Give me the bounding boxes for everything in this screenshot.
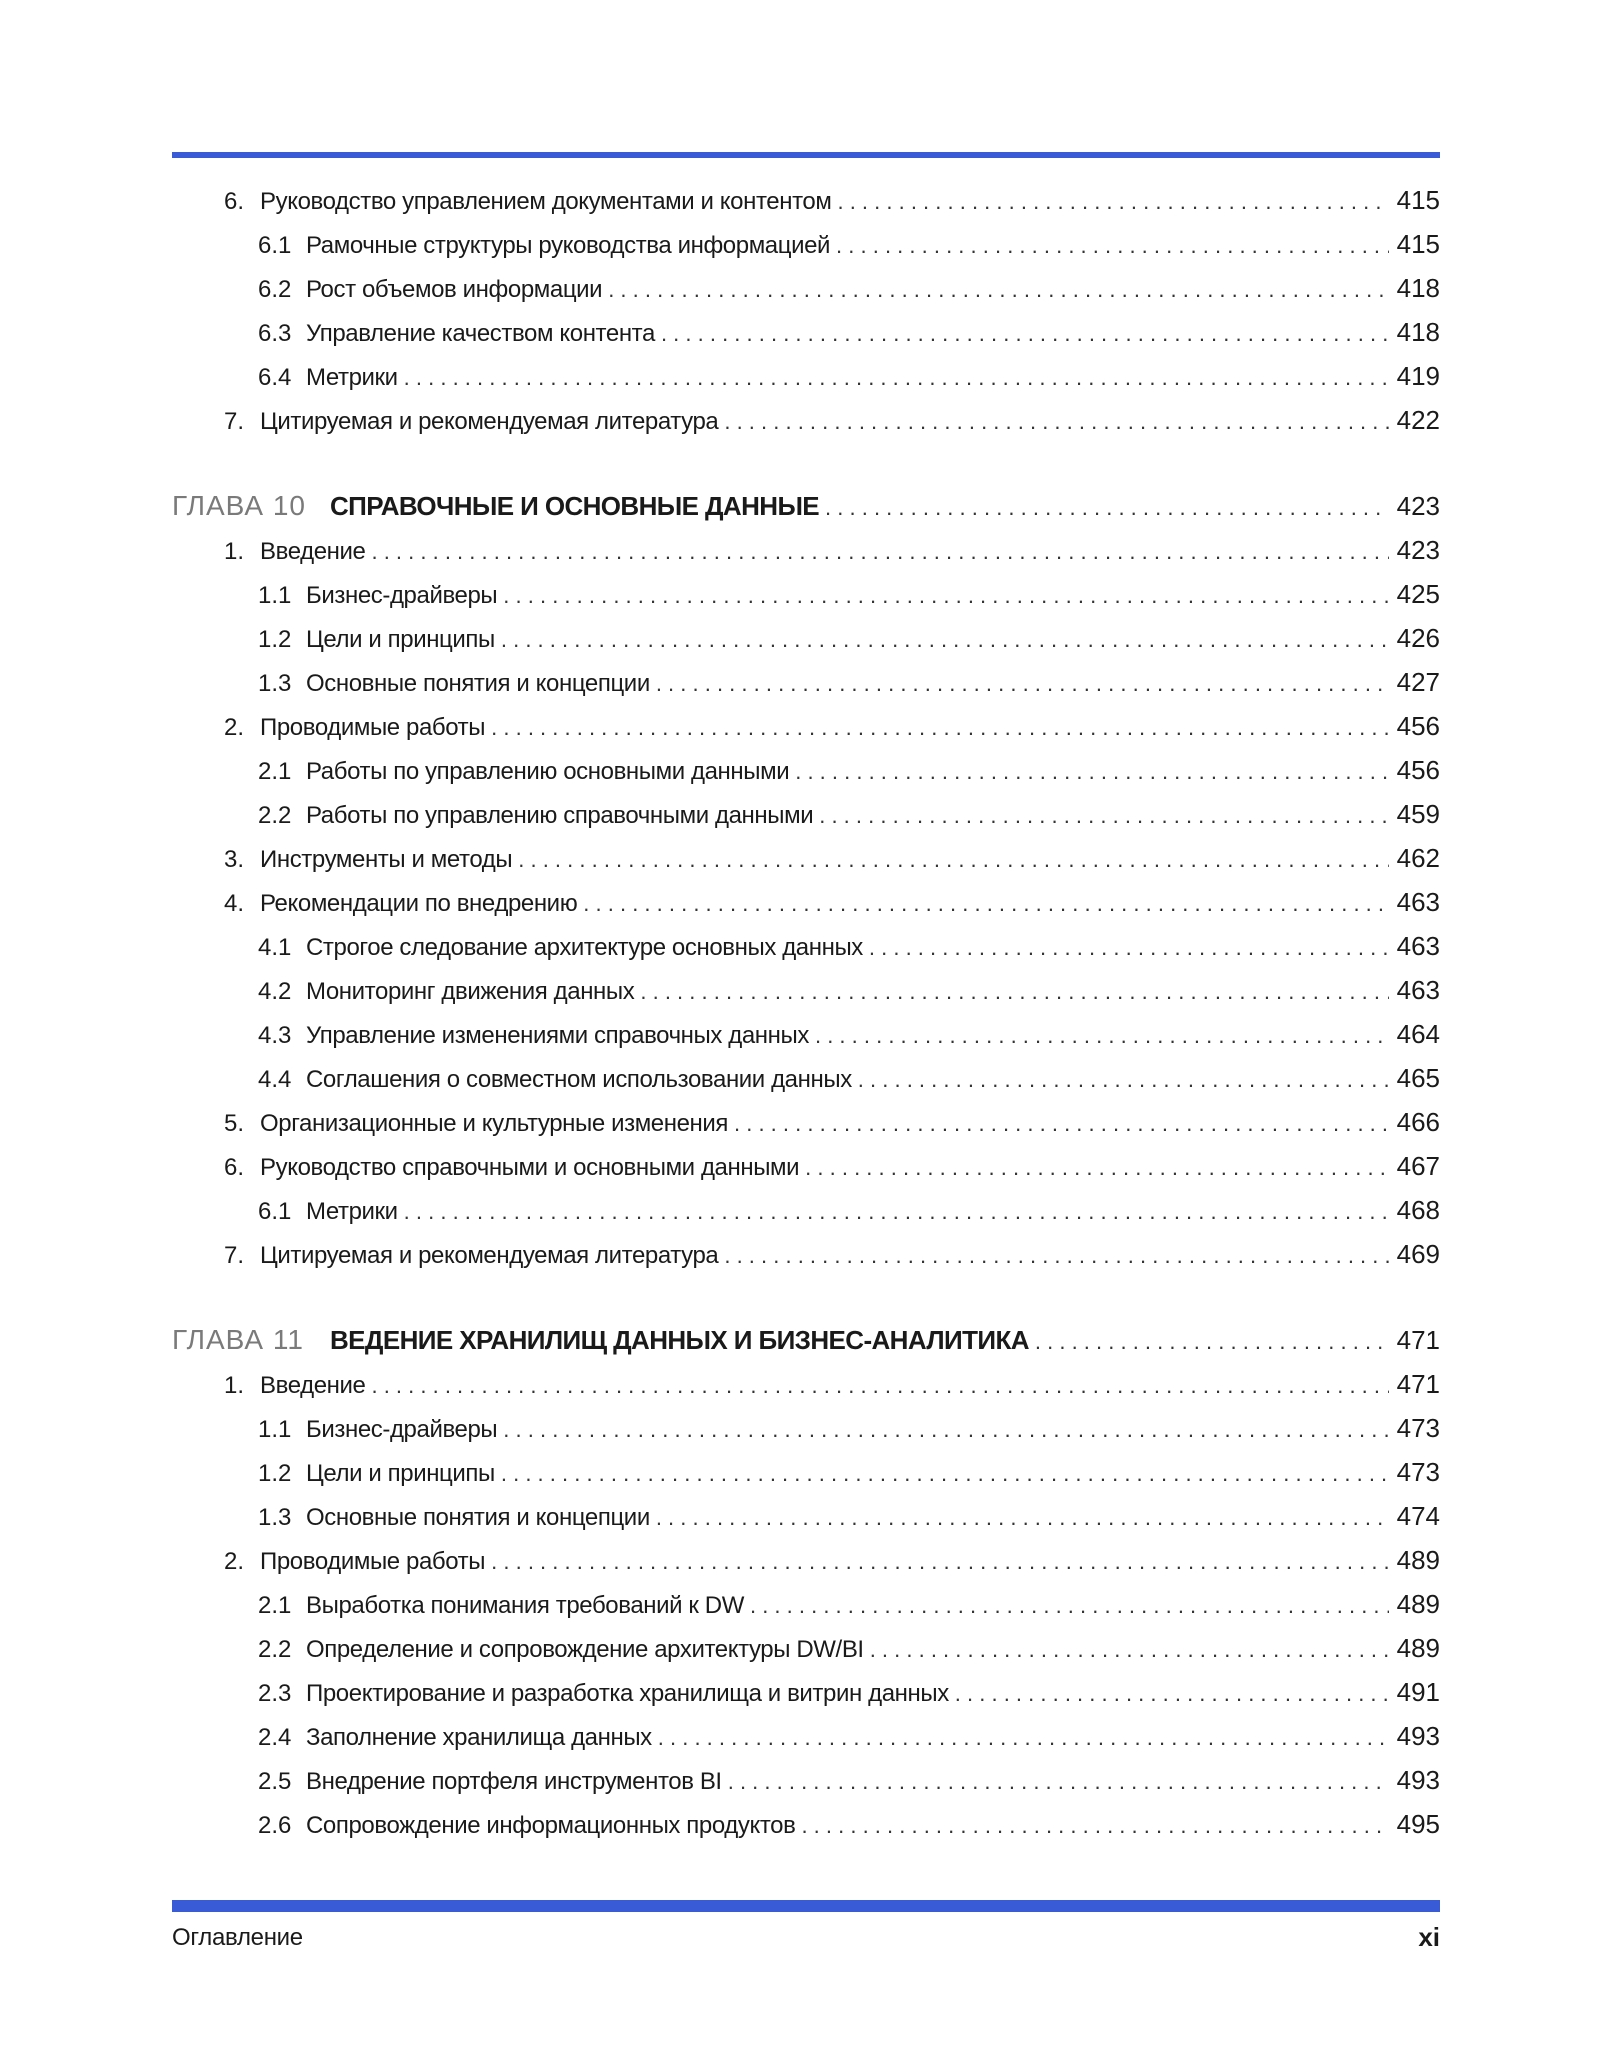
dot-leader: [724, 400, 1388, 442]
dot-leader: [837, 180, 1388, 222]
toc-entry-title: Введение: [260, 538, 366, 565]
toc-entry-page: 469: [1396, 1239, 1440, 1269]
toc-entry-number: 3.: [224, 846, 245, 873]
dot-leader: [661, 312, 1389, 354]
dot-leader: [1035, 1320, 1389, 1362]
dot-leader: [869, 926, 1389, 968]
dot-leader: [404, 1190, 1389, 1232]
dot-leader: [836, 224, 1389, 266]
toc-entry-row: [172, 660, 1440, 704]
toc-entry-page: 462: [1396, 843, 1440, 873]
toc-entry-number: 6.2: [258, 276, 292, 303]
toc-entry-row: [172, 1450, 1440, 1494]
toc-entry-page: 495: [1396, 1809, 1440, 1839]
toc-entry-number: ГЛАВА 11: [172, 1324, 304, 1355]
toc-entry-row: [172, 398, 1440, 442]
toc-entry-page: 493: [1396, 1765, 1440, 1795]
toc-entry-row: [172, 968, 1440, 1012]
toc-entry-page: 415: [1396, 229, 1440, 259]
toc-entry-page: 473: [1396, 1413, 1440, 1443]
toc-entry-page: 473: [1396, 1457, 1440, 1487]
toc-entry-number: 6.: [224, 188, 245, 215]
toc-entry-page: 419: [1396, 361, 1440, 391]
dot-leader: [658, 1716, 1389, 1758]
dot-leader: [501, 1452, 1389, 1494]
dot-leader: [491, 706, 1388, 748]
toc-entry-title: Рамочные структуры руководства информацией: [306, 232, 831, 259]
toc-entry-title: Метрики: [306, 364, 398, 391]
toc-entry-page: 418: [1396, 273, 1440, 303]
toc-entry-number: 2.: [224, 1548, 245, 1575]
toc-entry-row: [172, 836, 1440, 880]
dot-leader: [656, 1496, 1389, 1538]
toc-entry-title: Цитируемая и рекомендуемая литература: [260, 408, 719, 435]
toc-entry-page: 465: [1396, 1063, 1440, 1093]
dot-leader: [805, 1146, 1388, 1188]
toc-entry-page: 489: [1396, 1545, 1440, 1575]
toc-entry-number: ГЛАВА 10: [172, 490, 306, 521]
toc-entry-title: Основные понятия и концепции: [306, 1504, 650, 1531]
toc-entry-row: [172, 924, 1440, 968]
toc-entry-row: [172, 1012, 1440, 1056]
dot-leader: [640, 970, 1388, 1012]
dot-leader: [371, 530, 1388, 572]
toc-entry-row: [172, 748, 1440, 792]
toc-entry-number: 6.4: [258, 364, 292, 391]
toc-entry-title: Соглашения о совместном использовании данных: [306, 1066, 852, 1093]
toc-entry-title: Бизнес-драйверы: [306, 582, 498, 609]
toc-entry-row: [172, 1802, 1440, 1846]
toc-entry-number: 6.: [224, 1154, 245, 1181]
dot-leader: [491, 1540, 1388, 1582]
toc-entry-title: Определение и сопровождение архитектуры DW/BI: [306, 1636, 864, 1663]
toc-entry-row: [172, 792, 1440, 836]
toc-entry-page: 425: [1396, 579, 1440, 609]
dot-leader: [870, 1628, 1389, 1670]
toc-entry-row: [172, 1188, 1440, 1232]
toc-entry-page: 415: [1396, 185, 1440, 215]
toc-entry-number: 2.1: [258, 1592, 292, 1619]
toc-entry-page: 456: [1396, 755, 1440, 785]
toc-entry-page: 463: [1396, 887, 1440, 917]
toc-entry-title: Управление качеством контента: [306, 320, 655, 347]
toc-entry-row: [172, 1758, 1440, 1802]
dot-leader: [750, 1584, 1389, 1626]
toc-entry-row: [172, 528, 1440, 572]
toc-chapter-row: [172, 1318, 1440, 1362]
toc-entry-page: 463: [1396, 975, 1440, 1005]
footer-page-number: xi: [1418, 1922, 1440, 1952]
toc-entry-title: Проводимые работы: [260, 1548, 486, 1575]
toc-entry-number: 1.: [224, 538, 245, 565]
toc-entry-number: 4.4: [258, 1066, 292, 1093]
toc-entry-row: [172, 266, 1440, 310]
dot-leader: [815, 1014, 1389, 1056]
toc-entry-row: [172, 1056, 1440, 1100]
toc-entry-title: Руководство справочными и основными данными: [260, 1154, 800, 1181]
toc-entry-page: 471: [1396, 1325, 1440, 1355]
dot-leader: [608, 268, 1388, 310]
toc-entry-number: 1.2: [258, 626, 292, 653]
toc-entry-row: [172, 1670, 1440, 1714]
toc-entry-row: [172, 572, 1440, 616]
toc-entry-row: [172, 178, 1440, 222]
table-of-contents: [172, 178, 1440, 1846]
toc-entry-row: [172, 1582, 1440, 1626]
footer-section-title: Оглавление: [172, 1924, 303, 1951]
toc-entry-page: 418: [1396, 317, 1440, 347]
toc-chapter-row: [172, 484, 1440, 528]
toc-entry-title: Проводимые работы: [260, 714, 486, 741]
dot-leader: [795, 750, 1388, 792]
toc-entry-number: 2.6: [258, 1812, 292, 1839]
dot-leader: [371, 1364, 1388, 1406]
toc-entry-number: 6.1: [258, 232, 292, 259]
toc-entry-page: 423: [1396, 535, 1440, 565]
toc-entry-row: [172, 1538, 1440, 1582]
toc-entry-page: 489: [1396, 1633, 1440, 1663]
toc-entry-title: СПРАВОЧНЫЕ И ОСНОВНЫЕ ДАННЫЕ: [330, 491, 820, 521]
dot-leader: [503, 1408, 1388, 1450]
toc-entry-number: 2.2: [258, 802, 292, 829]
toc-entry-row: [172, 616, 1440, 660]
toc-entry-page: 466: [1396, 1107, 1440, 1137]
toc-entry-title: Введение: [260, 1372, 366, 1399]
toc-entry-page: 489: [1396, 1589, 1440, 1619]
toc-entry-title: Управление изменениями справочных данных: [306, 1022, 809, 1049]
toc-entry-row: [172, 1362, 1440, 1406]
dot-leader: [724, 1234, 1388, 1276]
toc-entry-page: 456: [1396, 711, 1440, 741]
toc-entry-row: [172, 1232, 1440, 1276]
toc-entry-number: 1.3: [258, 1504, 292, 1531]
toc-entry-page: 459: [1396, 799, 1440, 829]
toc-entry-number: 2.4: [258, 1724, 292, 1751]
toc-entry-row: [172, 354, 1440, 398]
dot-leader: [734, 1102, 1389, 1144]
toc-entry-number: 6.1: [258, 1198, 292, 1225]
dot-leader: [583, 882, 1388, 924]
toc-entry-title: Работы по управлению основными данными: [306, 758, 790, 785]
toc-entry-row: [172, 880, 1440, 924]
toc-entry-title: Строгое следование архитектуре основных данных: [306, 934, 863, 961]
toc-entry-page: 493: [1396, 1721, 1440, 1751]
toc-entry-title: Рекомендации по внедрению: [260, 890, 578, 917]
toc-entry-number: 2.2: [258, 1636, 292, 1663]
toc-entry-title: Заполнение хранилища данных: [306, 1724, 652, 1751]
dot-leader: [825, 486, 1389, 528]
dot-leader: [728, 1760, 1389, 1802]
toc-entry-number: 1.1: [258, 1416, 292, 1443]
toc-entry-title: Организационные и культурные изменения: [260, 1110, 728, 1137]
toc-entry-title: Руководство управлением документами и контентом: [260, 188, 832, 215]
toc-entry-row: [172, 1714, 1440, 1758]
toc-entry-row: [172, 1406, 1440, 1450]
toc-entry-number: 2.: [224, 714, 245, 741]
toc-entry-page: 464: [1396, 1019, 1440, 1049]
toc-entry-title: Цели и принципы: [306, 626, 495, 653]
toc-entry-number: 6.3: [258, 320, 292, 347]
toc-entry-page: 427: [1396, 667, 1440, 697]
toc-entry-row: [172, 704, 1440, 748]
toc-entry-number: 4.3: [258, 1022, 292, 1049]
toc-entry-number: 4.1: [258, 934, 292, 961]
toc-entry-row: [172, 1626, 1440, 1670]
toc-entry-page: 423: [1396, 491, 1440, 521]
toc-entry-title: Работы по управлению справочными данными: [306, 802, 814, 829]
dot-leader: [819, 794, 1388, 836]
toc-entry-page: 471: [1396, 1369, 1440, 1399]
toc-entry-page: 467: [1396, 1151, 1440, 1181]
toc-entry-title: Внедрение портфеля инструментов BI: [306, 1768, 722, 1795]
toc-entry-title: Сопровождение информационных продуктов: [306, 1812, 796, 1839]
toc-entry-title: Основные понятия и концепции: [306, 670, 650, 697]
toc-entry-title: Рост объемов информации: [306, 276, 603, 303]
toc-entry-page: 426: [1396, 623, 1440, 653]
toc-entry-title: Инструменты и методы: [260, 846, 513, 873]
toc-entry-number: 2.3: [258, 1680, 292, 1707]
toc-entry-row: [172, 310, 1440, 354]
toc-entry-page: 422: [1396, 405, 1440, 435]
toc-entry-number: 1.3: [258, 670, 292, 697]
toc-entry-number: 2.1: [258, 758, 292, 785]
toc-entry-number: 7.: [224, 1242, 245, 1269]
toc-entry-title: Бизнес-драйверы: [306, 1416, 498, 1443]
toc-entry-page: 468: [1396, 1195, 1440, 1225]
toc-entry-number: 4.2: [258, 978, 292, 1005]
dot-leader: [404, 356, 1389, 398]
toc-entry-number: 5.: [224, 1110, 245, 1137]
bottom-rule: [172, 1900, 1440, 1912]
dot-leader: [501, 618, 1389, 660]
toc-entry-title: Метрики: [306, 1198, 398, 1225]
toc-entry-number: 1.1: [258, 582, 292, 609]
toc-entry-number: 7.: [224, 408, 245, 435]
toc-entry-title: Выработка понимания требований к DW: [306, 1592, 744, 1619]
dot-leader: [503, 574, 1388, 616]
toc-entry-number: 1.2: [258, 1460, 292, 1487]
toc-entry-title: Проектирование и разработка хранилища и витрин данных: [306, 1680, 949, 1707]
top-rule: [172, 152, 1440, 158]
toc-entry-row: [172, 222, 1440, 266]
dot-leader: [858, 1058, 1389, 1100]
toc-entry-title: ВЕДЕНИЕ ХРАНИЛИЩ ДАННЫХ И БИЗНЕС-АНАЛИТИКА: [330, 1325, 1029, 1355]
toc-entry-row: [172, 1100, 1440, 1144]
toc-entry-title: Цели и принципы: [306, 1460, 495, 1487]
toc-entry-number: 2.5: [258, 1768, 292, 1795]
toc-entry-number: 4.: [224, 890, 245, 917]
toc-entry-number: 1.: [224, 1372, 245, 1399]
toc-entry-title: Мониторинг движения данных: [306, 978, 635, 1005]
dot-leader: [801, 1804, 1388, 1846]
toc-entry-row: [172, 1494, 1440, 1538]
toc-entry-page: 491: [1396, 1677, 1440, 1707]
dot-leader: [656, 662, 1389, 704]
dot-leader: [518, 838, 1388, 880]
toc-entry-title: Цитируемая и рекомендуемая литература: [260, 1242, 719, 1269]
dot-leader: [955, 1672, 1389, 1714]
toc-entry-page: 474: [1396, 1501, 1440, 1531]
toc-entry-row: [172, 1144, 1440, 1188]
toc-entry-page: 463: [1396, 931, 1440, 961]
